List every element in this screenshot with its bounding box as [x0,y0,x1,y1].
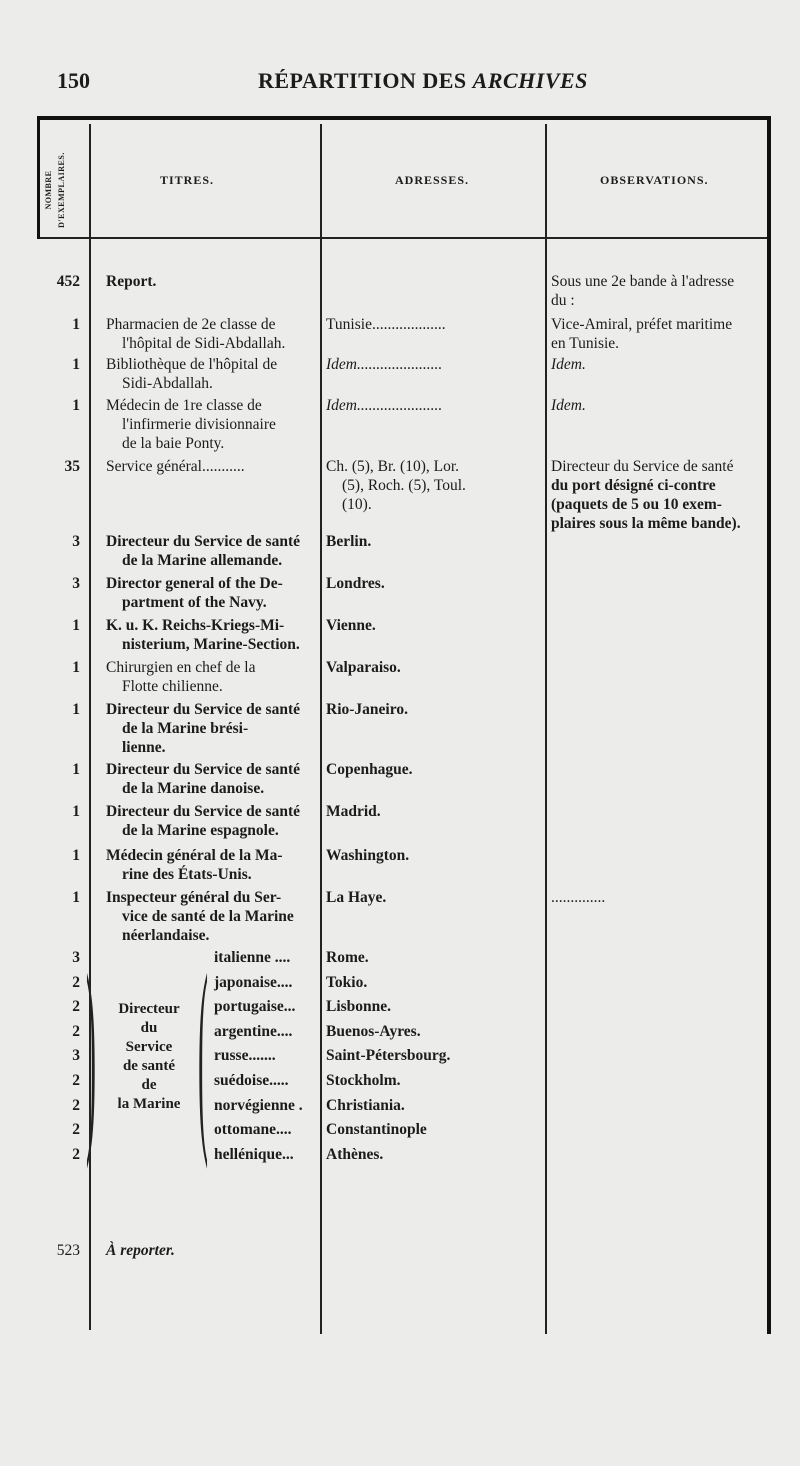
row-title-line: de la baie Ponty. [122,435,225,452]
header-titres: TITRES. [160,173,215,187]
header-rule [40,237,767,239]
row-count: 1 [72,659,80,676]
row-title-line: Directeur du Service de santé [106,701,300,718]
group-label-line: du [140,1020,158,1036]
column-rule-adresses [545,124,547,1334]
group-label-line: Service [125,1039,173,1055]
row-title-line: Service général........... [106,458,245,475]
group-brace-right: ( [198,935,208,1174]
group-row-count: 2 [72,998,80,1015]
row-title-line: partment of the Navy. [122,594,267,611]
row-title-line: Pharmacien de 2e classe de [106,316,276,333]
row-count: 1 [72,356,80,373]
row-title-line: Directeur du Service de santé [106,761,300,778]
row-title-line: de la Marine allemande. [122,552,283,569]
row-title-line: Flotte chilienne. [122,678,223,695]
header-observations: OBSERVATIONS. [600,173,709,187]
row-title-line: de la Marine brési- [122,720,249,737]
row-count: 1 [72,701,80,718]
header-nombre-line1: NOMBRE [44,170,53,210]
row-address-line: (10). [342,496,372,513]
row-title-line: l'hôpital de Sidi-Abdallah. [122,335,286,352]
row-count: 1 [72,617,80,634]
group-row-address: Constantinople [326,1121,427,1138]
group-row-nationality: ottomane.... [214,1121,292,1138]
row-address-line: Valparaiso. [326,659,401,676]
row-address-line: Idem...................... [326,356,443,373]
row-observation-line: du : [551,292,575,309]
row-address-line: Copenhague. [326,761,413,778]
row-title-line: Médecin de 1re classe de [106,397,262,414]
row-address-line: Madrid. [326,803,381,820]
group-row-address: Saint-Pétersbourg. [326,1047,451,1064]
row-count: 1 [72,397,80,414]
group-label [100,1000,198,1114]
row-title-line: rine des États-Unis. [122,866,252,883]
row-title-line: vice de santé de la Marine [122,908,294,925]
row-address-line: Vienne. [326,617,376,634]
row-observation-line: Sous une 2e bande à l'adresse [551,273,735,290]
row-title-line: Director general of the De- [106,575,283,592]
header-nombre [42,145,72,235]
group-row-nationality: hellénique... [214,1146,294,1163]
group-row-count: 2 [72,1072,80,1089]
row-count: 1 [72,847,80,864]
row-title-line: Report. [106,273,157,290]
row-title-line: Bibliothèque de l'hôpital de [106,356,278,373]
group-row-nationality: portugaise... [214,998,296,1015]
group-row-address: Athènes. [326,1146,384,1163]
row-title-line: Directeur du Service de santé [106,533,300,550]
group-row-nationality: suédoise..... [214,1072,289,1089]
row-count: 35 [64,458,80,475]
group-row-nationality: russe....... [214,1047,276,1064]
group-row-count: 2 [72,974,80,991]
row-observation-line: en Tunisie. [551,335,620,352]
row-title-line: K. u. K. Reichs-Kriegs-Mi- [106,617,285,634]
group-label-line: de [141,1077,157,1093]
row-observation-line: .............. [551,889,606,906]
row-count: 1 [72,803,80,820]
row-title-line: l'infirmerie divisionnaire [122,416,276,433]
group-row-nationality: japonaise.... [214,974,293,991]
running-title-main: RÉPARTITION DES [258,68,473,93]
group-row-count: 3 [72,1047,80,1064]
row-observation-line: Idem. [551,356,586,373]
row-observation-line: Directeur du Service de santé [551,458,734,475]
row-address-line: Ch. (5), Br. (10), Lor. [326,458,460,475]
row-title-line: de la Marine danoise. [122,780,265,797]
row-observation-line: (paquets de 5 ou 10 exem- [551,496,722,513]
group-row-address: Stockholm. [326,1072,401,1089]
row-count: 1 [72,889,80,906]
row-title-line: Chirurgien en chef de la [106,659,256,676]
group-row-count: 2 [72,1023,80,1040]
row-address-line: La Haye. [326,889,387,906]
table-frame-top [37,116,771,120]
row-title-line: Inspecteur général du Ser- [106,889,282,906]
row-observation-line: Vice-Amiral, préfet maritime [551,316,733,333]
group-brace-left: ) [86,935,96,1174]
row-address-line: Tunisie................... [326,316,446,333]
row-address-line: (5), Roch. (5), Toul. [342,477,466,494]
group-row-nationality: argentine.... [214,1023,293,1040]
page-number: 150 [57,68,90,93]
row-address-line: Rio-Janeiro. [326,701,408,718]
row-address-line: Berlin. [326,533,372,550]
row-count: 3 [72,533,80,550]
group-row-count: 3 [72,949,80,966]
row-title-line: Directeur du Service de santé [106,803,300,820]
group-row-nationality: norvégienne . [214,1097,303,1114]
row-title-line: nisterium, Marine-Section. [122,636,300,653]
row-address-line: Idem...................... [326,397,443,414]
group-row-count: 2 [72,1146,80,1163]
group-row-address: Rome. [326,949,369,966]
group-label-line: la Marine [117,1096,181,1112]
group-row-nationality: italienne .... [214,949,291,966]
running-title [258,68,588,94]
row-count: 452 [56,273,80,290]
row-address-line: Washington. [326,847,410,864]
row-count: 1 [72,316,80,333]
carry-over-label: À reporter. [106,1242,175,1259]
row-address-line: Londres. [326,575,385,592]
row-title-line: Médecin général de la Ma- [106,847,283,864]
row-observation-line: du port désigné ci-contre [551,477,716,494]
row-count: 1 [72,761,80,778]
row-title-line: de la Marine espagnole. [122,822,279,839]
group-row-count: 2 [72,1121,80,1138]
group-row-address: Buenos-Ayres. [326,1023,421,1040]
running-title-italic: ARCHIVES [472,68,588,93]
group-row-count: 2 [72,1097,80,1114]
group-label-line: Directeur [118,1001,180,1017]
row-count: 3 [72,575,80,592]
row-title-line: Sidi-Abdallah. [122,375,213,392]
row-observation-line: Idem. [551,397,586,414]
row-title-line: lienne. [122,739,166,756]
header-nombre-line2: D'EXEMPLAIRES. [57,152,66,228]
group-row-address: Christiania. [326,1097,405,1114]
row-observation-line: plaires sous la même bande). [551,515,741,532]
row-title-line: néerlandaise. [122,927,210,944]
group-label-line: de santé [122,1058,176,1074]
group-row-address: Tokio. [326,974,368,991]
carry-over-count: 523 [56,1242,80,1259]
table-frame-right [767,116,771,1334]
column-rule-titres [320,124,322,1334]
group-row-address: Lisbonne. [326,998,392,1015]
header-adresses: ADRESSES. [395,173,470,187]
table-frame-left [37,116,40,239]
